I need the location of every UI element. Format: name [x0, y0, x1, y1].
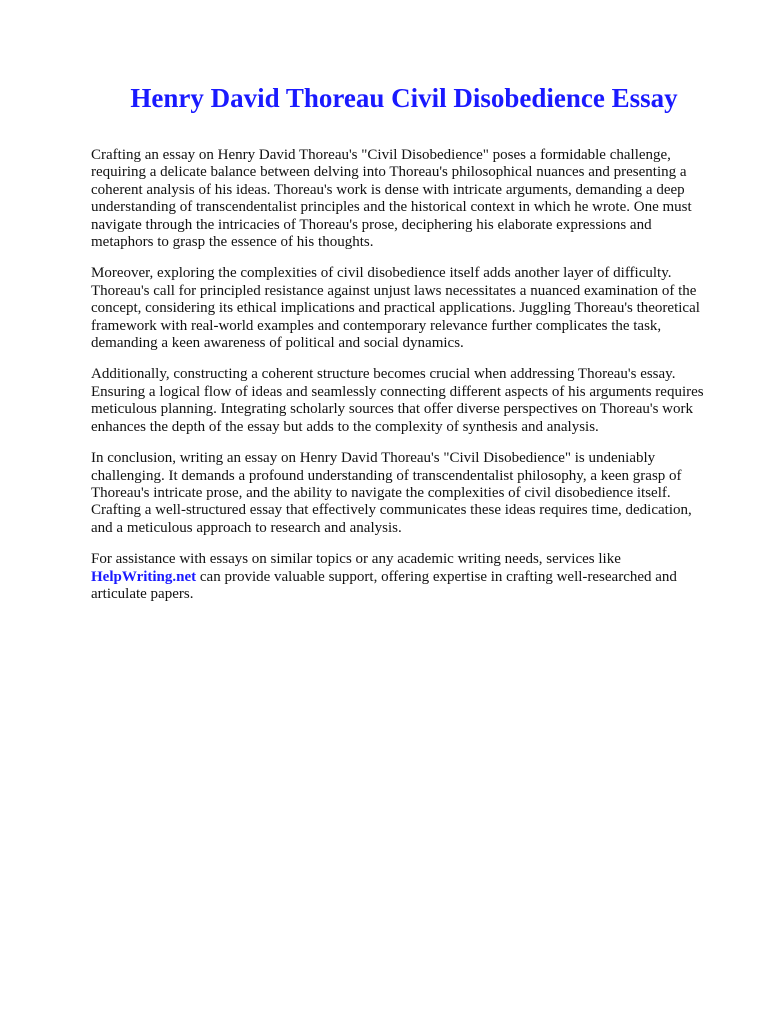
page-title: Henry David Thoreau Civil Disobedience Essay	[130, 83, 678, 113]
closing-paragraph	[91, 551, 713, 603]
paragraph-4: In conclusion, writing an essay on Henry David Thoreau's "Civil Disobedience" is undeniably challenging. It demands a profound understanding of transcendentalist philosophy, a keen grasp of Thoreau's intricate prose, and the ability to navigate the complexities of civil disobedience itself. Crafting a well-structured essay that effectively communicates these ideas requires time, dedication, and a meticulous approach to research and analysis.	[91, 450, 692, 536]
closing-text-before-link: For assistance with essays on similar topics or any academic writing needs, services like	[91, 551, 621, 568]
closing-text-after-link: can provide valuable support, offering expertise in crafting well-researched and articulate papers.	[91, 568, 677, 602]
paragraph-1: Crafting an essay on Henry David Thoreau's "Civil Disobedience" poses a formidable challenge, requiring a delicate balance between delving into Thoreau's philosophical nuances and presenting a coherent analysis of his ideas. Thoreau's work is dense with intricate arguments, demanding a deep understanding of transcendentalist principles and the historical context in which he wrote. One must navigate through the intricacies of Thoreau's prose, deciphering his elaborate expressions and metaphors to grasp the essence of his thoughts.	[91, 147, 692, 251]
essay-body	[91, 147, 713, 603]
helpwriting-link[interactable]: HelpWriting.net	[91, 568, 197, 585]
paragraph-2: Moreover, exploring the complexities of civil disobedience itself adds another layer of difficulty. Thoreau's call for principled resistance against unjust laws necessitates a nuanced examination of the concept, considering its ethical implications and practical applications. Juggling Thoreau's theoretical framework with real-world examples and contemporary relevance further complicates the task, demanding a keen awareness of political and social dynamics.	[91, 265, 700, 352]
paragraph-3: Additionally, constructing a coherent structure becomes crucial when addressing Thoreau's essay. Ensuring a logical flow of ideas and seamlessly connecting different aspects of his arguments requires meticulous planning. Integrating scholarly sources that offer diverse perspectives on Thoreau's work enhances the depth of the essay but adds to the complexity of synthesis and analysis.	[91, 366, 704, 435]
